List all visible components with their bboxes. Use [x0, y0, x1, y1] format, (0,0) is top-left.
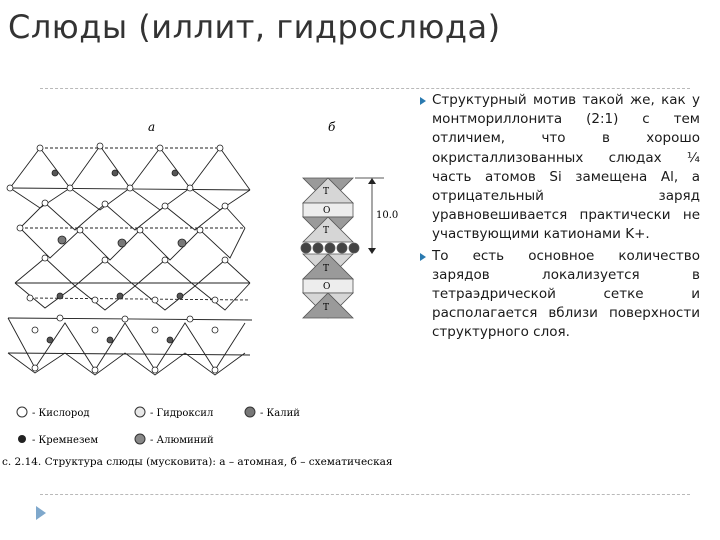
legend-hydroxyl-label: - Гидроксил	[150, 408, 214, 419]
layer-label-t2: Т	[323, 226, 330, 236]
potassium-atom-icon	[245, 407, 255, 417]
figure-label-a: а	[148, 120, 156, 134]
hydroxyl-atom-icon	[135, 407, 145, 417]
bullet-text: Структурный мотив такой же, как у монтмориллонита (2:1) с тем отличием, что в хорошо окристаллизованных слюдах ¼ часть атомов Si замещена Al, а отрицательный заряд уравновешивается практически не участвующими катионами K+.	[432, 92, 700, 243]
slide-title: Слюды (иллит, гидрослюда)	[8, 8, 501, 46]
legend-potassium-label: - Калий	[260, 408, 300, 419]
divider-bottom	[40, 494, 690, 495]
figure-label-b: б	[328, 120, 336, 134]
mica-structure-figure	[0, 118, 400, 470]
oxygen-atom-icon	[17, 407, 27, 417]
slide-corner-arrow-icon	[36, 506, 46, 520]
bullet-arrow-icon	[420, 253, 426, 261]
legend-silicon-label: - Кремнезем	[32, 435, 99, 446]
mica-structure-svg	[0, 118, 400, 470]
bullet-item	[420, 247, 700, 343]
layer-label-o2: О	[323, 282, 331, 292]
bullet-text: То есть основное количество зарядов локализуется в тетраэдрической сетке и располагается вблизи поверхности структурного слоя.	[432, 247, 700, 341]
schematic-stack	[301, 178, 384, 318]
silicon-atom-icon	[18, 435, 26, 443]
legend-oxygen-label: - Кислород	[32, 408, 90, 419]
bullet-item	[420, 91, 700, 245]
bullet-arrow-icon	[420, 97, 426, 105]
layer-label-t3: Т	[323, 264, 330, 274]
figure-caption: с. 2.14. Структура слюды (мусковита): а – атомная, б – схематическая	[2, 456, 393, 468]
divider-top	[40, 88, 690, 89]
aluminium-atom-icon	[135, 434, 145, 444]
layer-label-t1: Т	[323, 187, 330, 197]
layer-label-o1: О	[323, 206, 331, 216]
legend-aluminium-label: - Алюминий	[150, 435, 214, 446]
spacing-label: 10.0	[376, 210, 399, 221]
bullet-list	[420, 91, 700, 345]
layer-label-t4: Т	[323, 303, 330, 313]
legend	[17, 407, 300, 446]
